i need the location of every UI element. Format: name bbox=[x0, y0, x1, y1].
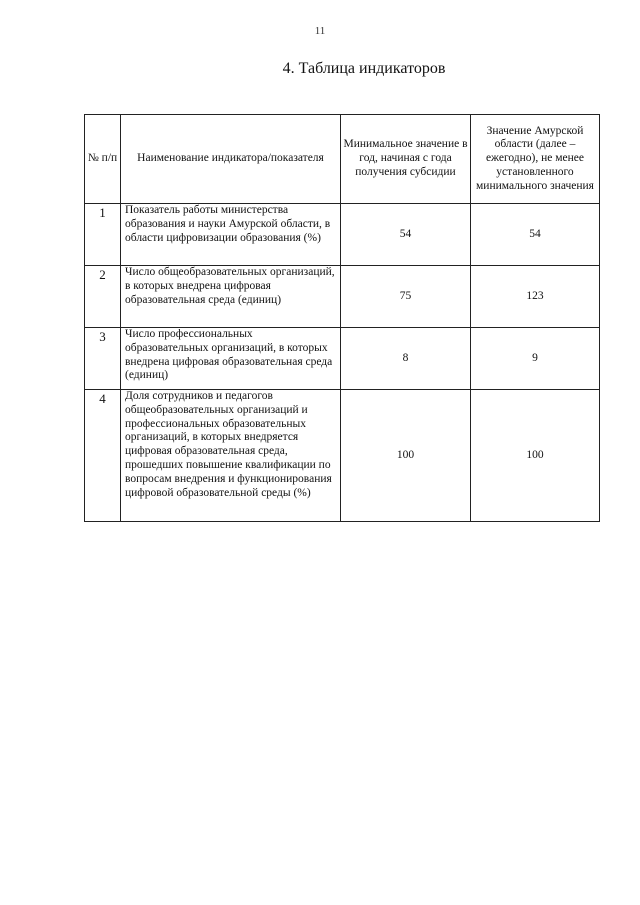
region-value: 100 bbox=[471, 390, 600, 522]
row-number: 4 bbox=[85, 390, 121, 522]
region-value: 123 bbox=[471, 266, 600, 328]
header-name: Наименование индикатора/показателя bbox=[121, 115, 341, 204]
region-value: 54 bbox=[471, 204, 600, 266]
indicator-name: Доля сотрудников и педагогов общеобразовательных организаций и профессиональных образовательных организаций, в которых внедряется цифровая образовательная среда, прошедших повышение квалификации по вопросам внедрения и функционирования цифровой образовательной среды (%) bbox=[121, 390, 341, 522]
row-number: 2 bbox=[85, 266, 121, 328]
header-number: № п/п bbox=[85, 115, 121, 204]
indicator-name: Показатель работы министерства образования и науки Амурской области, в области цифровизации образования (%) bbox=[121, 204, 341, 266]
table-row bbox=[85, 266, 600, 328]
indicator-name: Число общеобразовательных организаций, в которых внедрена цифровая образовательная среда (единиц) bbox=[121, 266, 341, 328]
row-number: 3 bbox=[85, 328, 121, 390]
region-value: 9 bbox=[471, 328, 600, 390]
min-value: 8 bbox=[341, 328, 471, 390]
table-header-row bbox=[85, 115, 600, 204]
min-value: 75 bbox=[341, 266, 471, 328]
table-row bbox=[85, 204, 600, 266]
min-value: 100 bbox=[341, 390, 471, 522]
indicator-name: Число профессиональных образовательных организаций, в которых внедрена цифровая образовательная среда (единиц) bbox=[121, 328, 341, 390]
table-row bbox=[85, 328, 600, 390]
min-value: 54 bbox=[341, 204, 471, 266]
indicators-table bbox=[84, 114, 600, 522]
page-number: 11 bbox=[314, 25, 326, 37]
page-title: 4. Таблица индикаторов bbox=[282, 60, 446, 77]
row-number: 1 bbox=[85, 204, 121, 266]
table-row bbox=[85, 390, 600, 522]
header-min-value: Минимальное значение в год, начиная с года получения субсидии bbox=[341, 115, 471, 204]
header-region-value: Значение Амурской области (далее – ежегодно), не менее установленного минимального значения bbox=[471, 115, 600, 204]
